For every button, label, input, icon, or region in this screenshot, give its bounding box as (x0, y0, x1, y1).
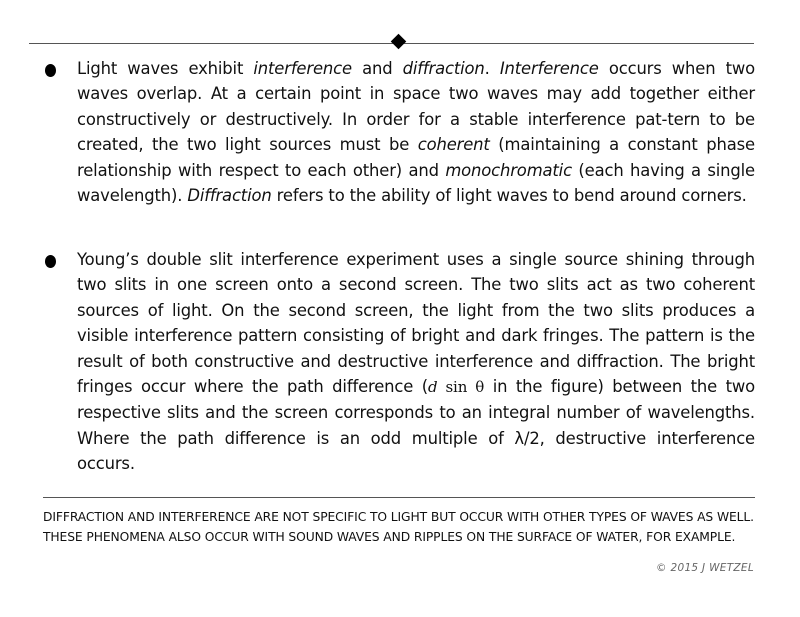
footnote-text: DIFFRACTION AND INTERFERENCE ARE NOT SPECIFIC TO LIGHT BUT OCCUR WITH OTHER TYPES OF WAVES AS WELL. THESE PHENOMENA ALSO OCCUR WITH SOUND WAVES AND RIPPLES ON THE SURFACE OF WATER, FOR EXAMPLE. (43, 510, 754, 544)
bullet-text (77, 247, 755, 477)
text-segment: d (427, 378, 438, 397)
text-segment: λ/2 (514, 428, 540, 448)
bullet-dot-icon (45, 64, 56, 77)
text-segment: occurs when two waves overlap. At a certain point in space two waves may add together either constructively or destructively. In order for a stable interference pat-tern to be created, the two light sources must be (77, 59, 756, 155)
text-segment: refers to the ability of light waves to bend around corners. (271, 186, 747, 206)
text-segment: coherent (417, 135, 490, 155)
text-segment: Diffraction (187, 186, 272, 206)
footnote-divider (43, 497, 755, 498)
text-segment: . (484, 59, 500, 78)
text-segment: interference (253, 59, 352, 78)
text-segment: diffraction (402, 59, 485, 78)
text-segment: Young’s double slit interference experiment uses a single source shining through two slits in one screen onto a second screen. The two slits act as two coherent sources of light. On the second screen, the light from the two slits produces a visible interference pattern consisting of bright and dark fringes. The pattern is the result of both constructive and destructive interference and diffraction. The bright fringes occur where the path difference ( (77, 250, 755, 397)
bullet-text (77, 56, 755, 208)
diamond-icon (391, 34, 407, 50)
text-segment: (maintaining a constant phase relationship with respect to each other) and (77, 135, 755, 180)
text-segment: Interference (499, 59, 599, 78)
bullet-dot-icon (45, 255, 56, 268)
text-segment: sin θ (437, 378, 485, 397)
text-segment: , destructive interference occurs. (77, 428, 755, 474)
text-segment: monochromatic (445, 160, 572, 180)
text-segment: Light waves exhibit (77, 59, 254, 78)
text-segment: in the figure) between the two respective slits and the screen corresponds to an integral number of wavelengths. Where the path difference is an odd multiple of (77, 377, 755, 448)
text-segment: (each having a single wavelength). (77, 160, 755, 206)
copyright-notice: © 2015 J WETZEL (656, 562, 754, 574)
text-segment: and (351, 59, 403, 78)
